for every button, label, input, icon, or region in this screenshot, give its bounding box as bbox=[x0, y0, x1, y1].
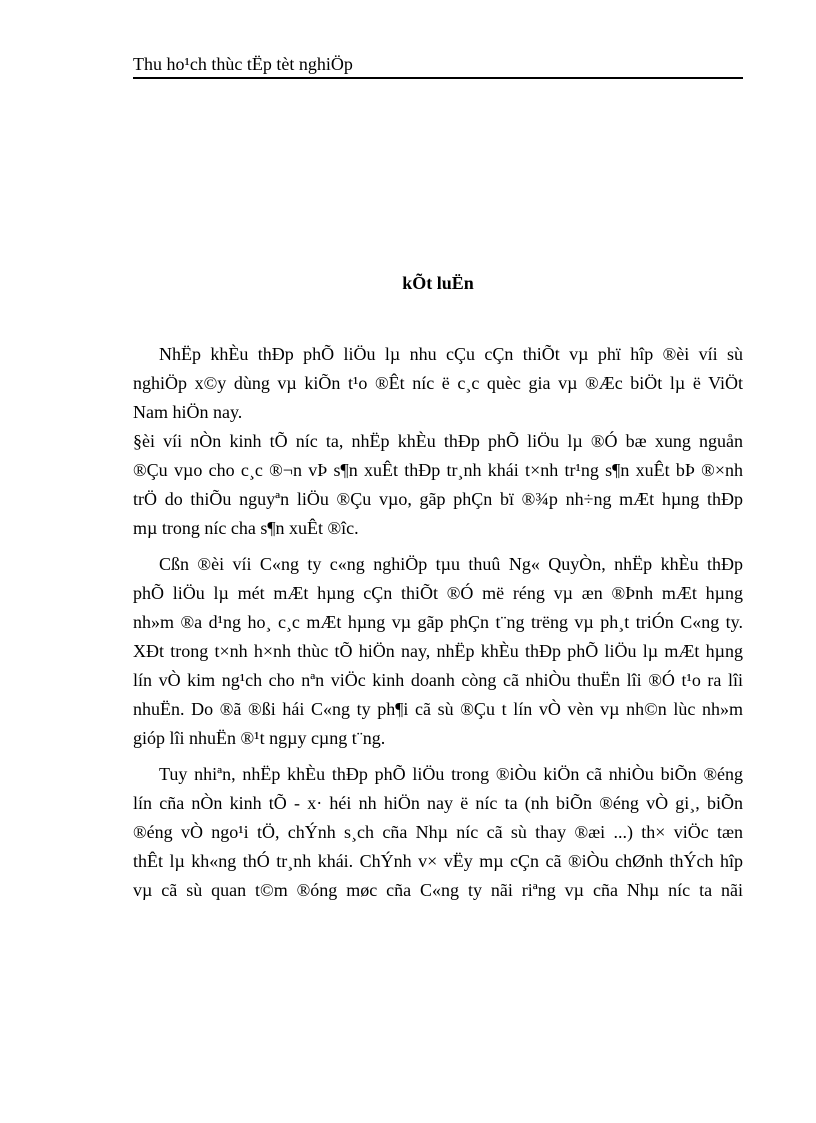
text-line: XÐt trong t×nh h×nh thùc tÕ hiÖn nay, nhËp khÈu thÐp phÕ liÖu lµ mÆt hµng bbox=[133, 641, 743, 661]
page-header bbox=[133, 52, 743, 79]
document-body bbox=[133, 340, 743, 905]
text-line: mµ trong níc cha s¶n xuÊt ®îc. bbox=[133, 518, 359, 538]
paragraph-3 bbox=[133, 550, 743, 753]
text-line: vµ cã sù quan t©m ®óng møc cña C«ng ty nãi riªng vµ cña Nhµ níc ta nãi bbox=[133, 880, 743, 900]
text-line: ®éng vÒ ngo¹i tÖ, chÝnh s¸ch cña Nhµ níc cã sù thay ®æi ...) th× viÖc tæn bbox=[133, 822, 743, 842]
paragraph-1 bbox=[133, 340, 743, 427]
header-title: Thu ho¹ch thùc tËp tèt nghiÖp bbox=[133, 54, 353, 74]
text-line: phÕ liÖu lµ mét mÆt hµng cÇn thiÕt ®Ó më réng vµ æn ®Þnh mÆt hµng bbox=[133, 583, 743, 603]
text-line: thÊt lµ kh«ng thÓ tr¸nh khái. ChÝnh v× vËy mµ cÇn cã ®iÒu chØnh thÝch hîp bbox=[133, 851, 743, 871]
text-line: lín cña nÒn kinh tÕ - x· héi nh hiÖn nay ë níc ta (nh biÕn ®éng vÒ gi¸, biÕn bbox=[133, 793, 743, 813]
section-title: kÕt luËn bbox=[402, 273, 474, 293]
text-line: Cßn ®èi víi C«ng ty c«ng nghiÖp tµu thuû Ng« QuyÒn, nhËp khÈu thÐp bbox=[159, 554, 743, 574]
text-line: gióp lîi nhuËn ®¹t ngµy cµng t¨ng. bbox=[133, 728, 386, 748]
text-line: §èi víi nÒn kinh tÕ níc ta, nhËp khÈu thÐp phÕ liÖu lµ ®Ó bæ xung nguån bbox=[133, 431, 743, 451]
text-line: nghiÖp x©y dùng vµ kiÕn t¹o ®Êt níc ë c¸c quèc gia vµ ®Æc biÖt lµ ë ViÖt bbox=[133, 373, 743, 393]
text-line: ®Çu vµo cho c¸c ®¬n vÞ s¶n xuÊt thÐp tr¸nh khái t×nh tr¹ng s¶n xuÊt bÞ ®×nh bbox=[133, 460, 743, 480]
text-line: Tuy nhiªn, nhËp khÈu thÐp phÕ liÖu trong ®iÒu kiÖn cã nhiÒu biÕn ®éng bbox=[159, 764, 743, 784]
paragraph-2 bbox=[133, 427, 743, 543]
text-line: Nam hiÖn nay. bbox=[133, 402, 243, 422]
text-line: nhuËn. Do ®ã ®ßi hái C«ng ty ph¶i cã sù ®Çu t lín vÒ vèn vµ nh©n lùc nh»m bbox=[133, 699, 743, 719]
text-line: trÖ do thiÕu nguyªn liÖu ®Çu vµo, gãp phÇn bï ®¾p nh÷ng mÆt hµng thÐp bbox=[133, 489, 743, 509]
text-line: nh»m ®a d¹ng ho¸ c¸c mÆt hµng vµ gãp phÇn t¨ng trëng vµ ph¸t triÓn C«ng ty. bbox=[133, 612, 743, 632]
text-line: NhËp khÈu thÐp phÕ liÖu lµ nhu cÇu cÇn thiÕt vµ phï hîp ®èi víi sù bbox=[159, 344, 743, 364]
paragraph-4 bbox=[133, 760, 743, 905]
text-line: lín vÒ kim ng¹ch cho nªn viÖc kinh doanh còng cã nhiÒu thuËn lîi ®Ó t¹o ra lîi bbox=[133, 670, 743, 690]
